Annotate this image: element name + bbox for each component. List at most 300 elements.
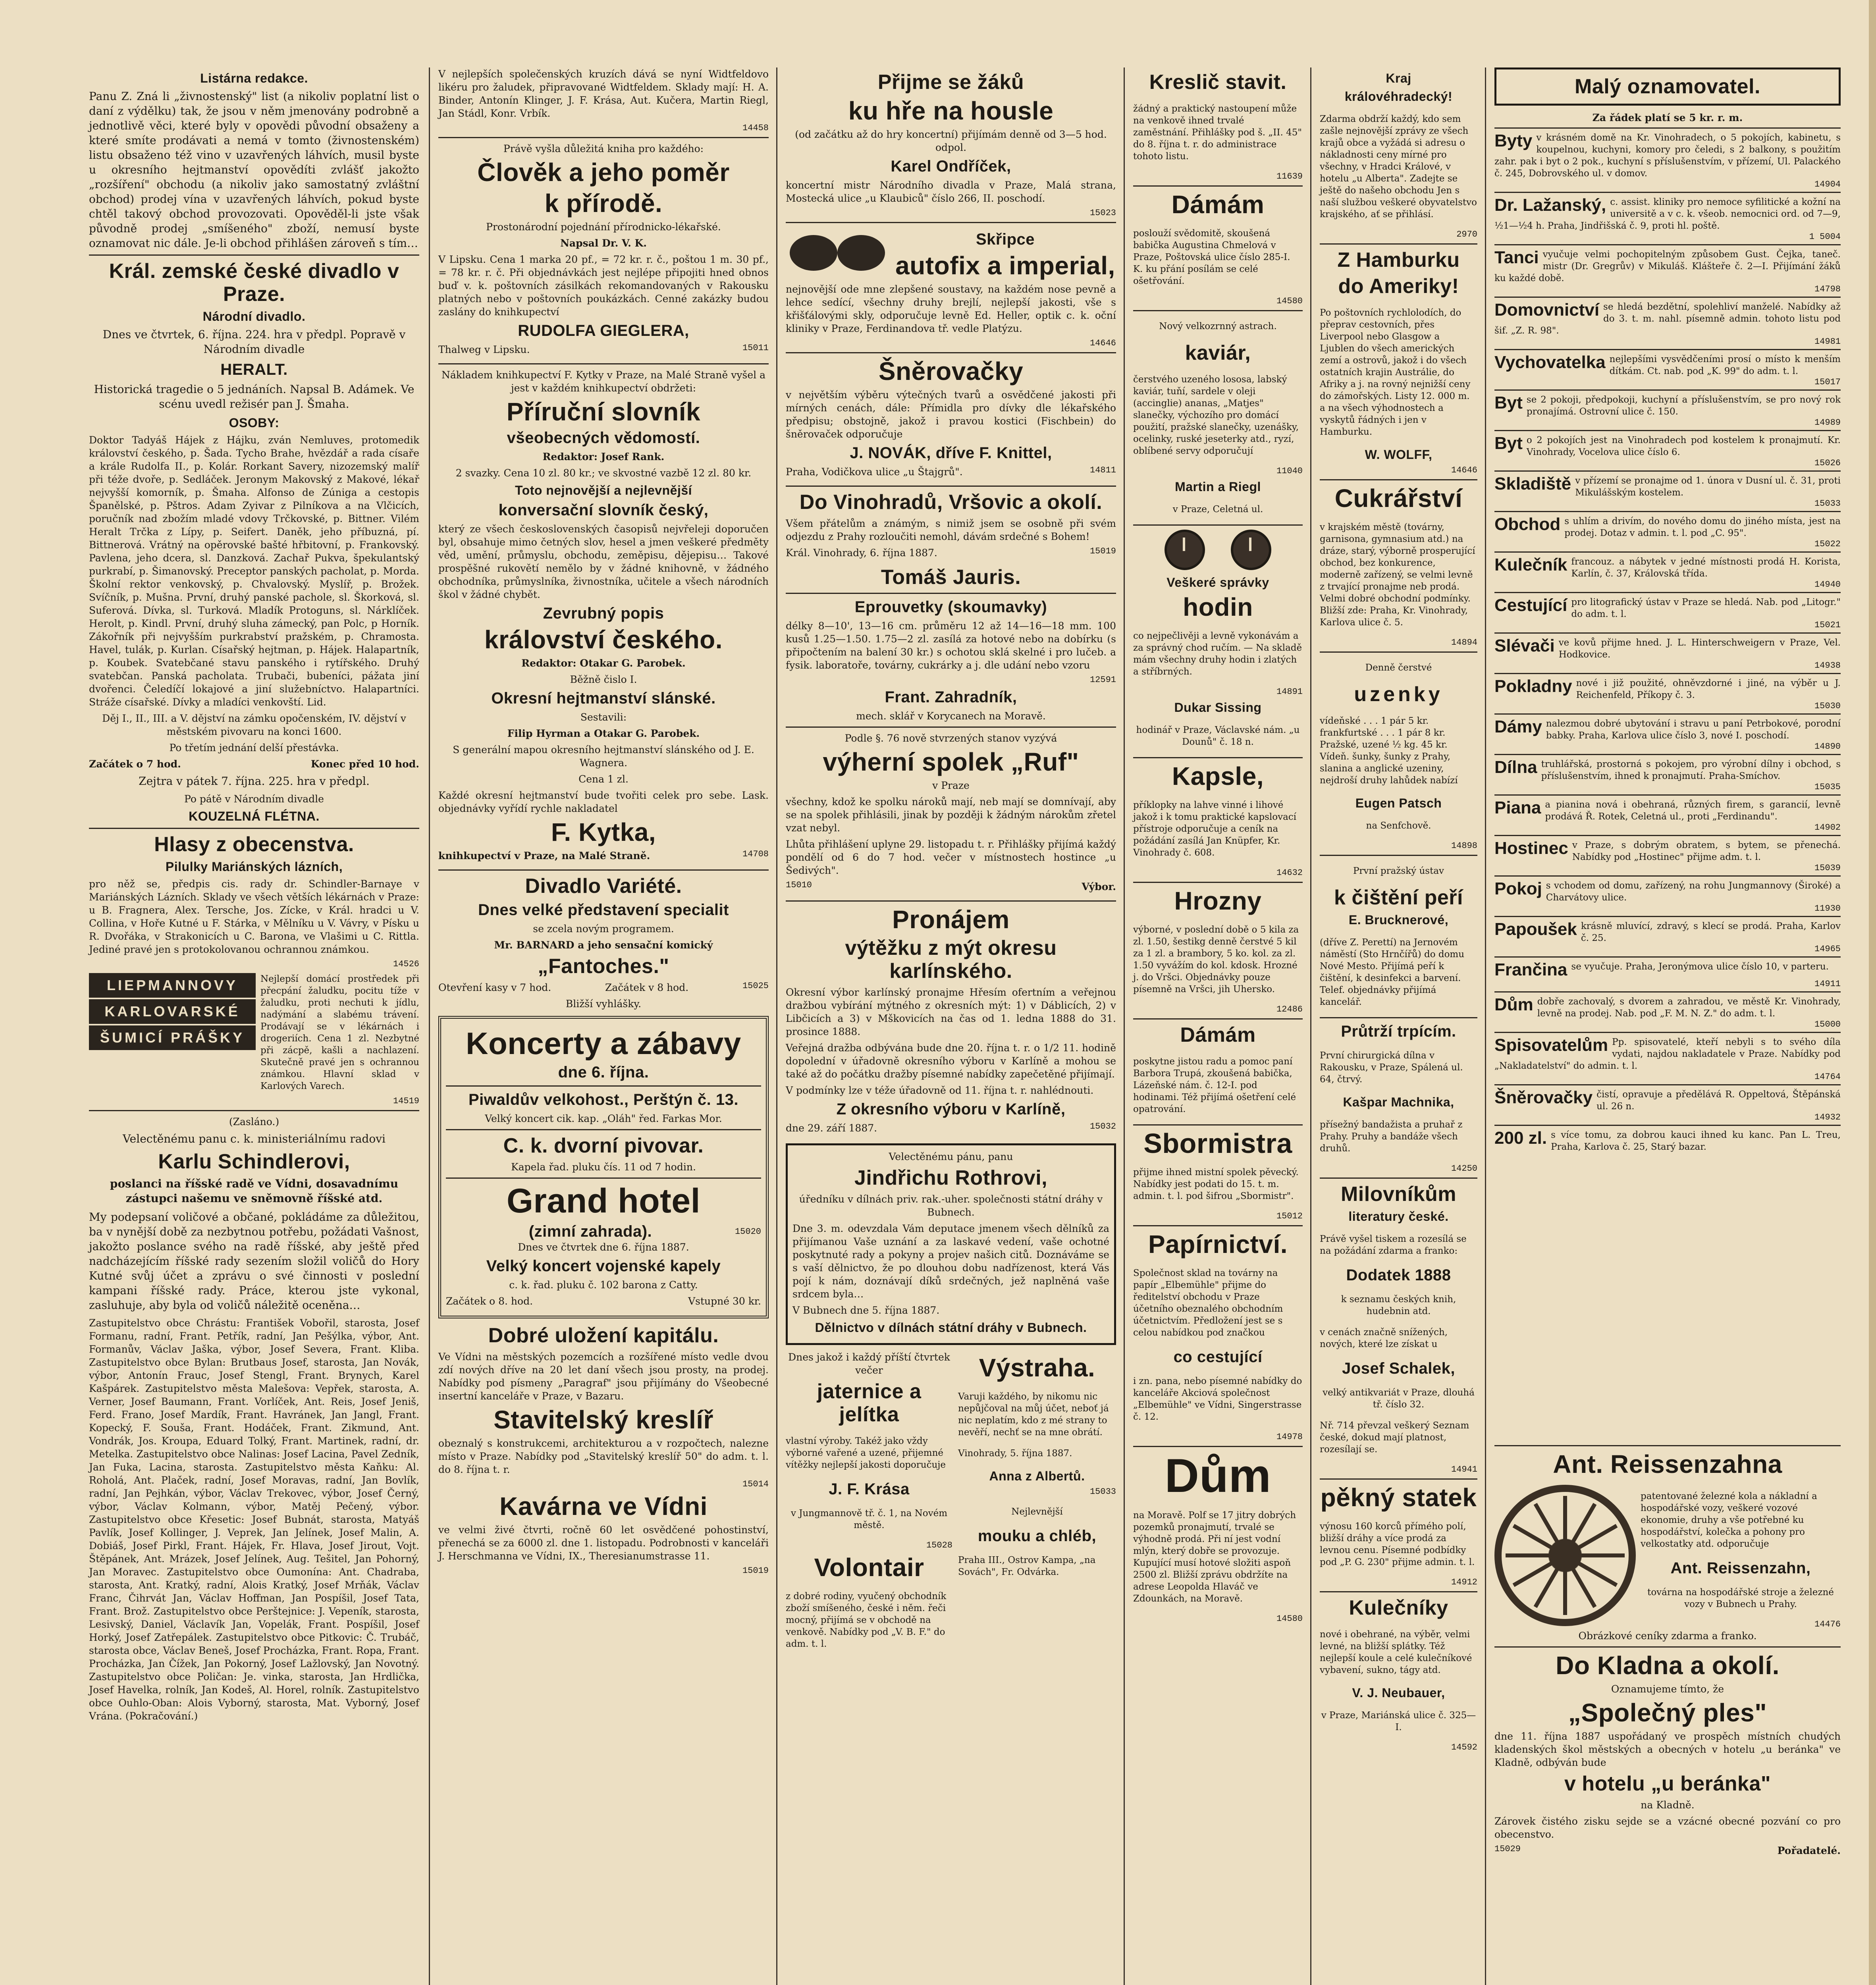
housle-title: ku hře na housle bbox=[848, 96, 1054, 125]
classified-ad-number: 15033 bbox=[1814, 499, 1841, 509]
grand-sub-row bbox=[446, 1222, 761, 1241]
novak-number: 14811 bbox=[1089, 465, 1116, 475]
column-3 bbox=[780, 67, 1122, 1985]
divider bbox=[1133, 757, 1303, 758]
ruf-text: všechny, kdož ke spolku nároků mají, neb mají se domnívají, aby se na spolek přihlásili, jinak by později k žádným nárokům zřetel vzat nebyl. bbox=[786, 796, 1116, 834]
riegl-sub: v Praze, Celetná ul. bbox=[1172, 504, 1263, 515]
classified-ad-text: vyučuje velmi pochopitelným způsobem Gust. Čejka, taneč. mistr (Dr. Gregrův) v Mikuláš. Klášteře č. 2—I. Přijímání žáků ku každé době. bbox=[1494, 249, 1841, 283]
papirnictvi-title: Papírnictví. bbox=[1148, 1230, 1288, 1258]
classified-ad-keyword: Tanci bbox=[1494, 248, 1539, 267]
spolek-number: 14458 bbox=[742, 123, 769, 133]
variete-title: Divadlo Variété. bbox=[525, 875, 682, 898]
divider bbox=[1320, 855, 1477, 856]
classified-ad-text: s uhlím a drivím, do nového domu do jiného místa, jest na prodej. Dotaz v admin. t. l. pod „C. 95". bbox=[1564, 516, 1841, 538]
karlovarske-text: Nejlepší domácí prostředek při přecpání žaludku, pocitu tíže v žaludku, proti nechuti k jídlu, nadýmání a slabému trávení. Prodávají se v lékárnách i drogeriích. Cena 1 zl. Nezbytné při zácpě, kašli a nachlazení. Skutečně pravé jen s ochrannou známkou. Hlavní sklad v Karlových Varech. bbox=[260, 974, 419, 1091]
classified-ad bbox=[1494, 632, 1841, 671]
classified-ad-keyword: Dámy bbox=[1494, 717, 1542, 736]
sbormistra-text: přijme ihned mistní spolek pěvecký. Nabídky jest podati do 15. t. m. admin. t. l. pod šifrou „Sbormistr". bbox=[1133, 1167, 1299, 1201]
pivovar-title: C. k. dvorní pivovar. bbox=[503, 1134, 704, 1157]
classified-ad-keyword: Dílna bbox=[1494, 757, 1537, 777]
dodatek-sub: k seznamu českých knih, hudebnin atd. bbox=[1341, 1294, 1456, 1316]
riegl-name: Martin a Riegl bbox=[1175, 480, 1261, 494]
classified-ad bbox=[1494, 470, 1841, 509]
beranka-title: v hotelu „u beránka" bbox=[1564, 1772, 1771, 1795]
beranka-sub: na Kladně. bbox=[1641, 1799, 1695, 1811]
prirucni-sub: všeobecných vědomostí. bbox=[507, 429, 700, 447]
column-2 bbox=[433, 67, 774, 1985]
divider bbox=[786, 900, 1116, 902]
karlovarske-ad bbox=[89, 973, 419, 1092]
karlovarske-number: 14519 bbox=[393, 1096, 419, 1106]
clock-icon bbox=[1165, 530, 1205, 570]
classified-ad-keyword: Vychovatelka bbox=[1494, 353, 1606, 372]
gieglera-foot bbox=[438, 343, 769, 359]
machnik-number: 14250 bbox=[1451, 1164, 1477, 1174]
spolecny-title: „Společný ples" bbox=[1568, 1698, 1767, 1727]
brucknerova-text: (dříve Z. Perettí) na Jernovém náměstí (Sto Hrnčířů) do domu Nové Mesto. Přijímá peří k čištění, k desinfekci a barvení. Telef. objednávky přijímá kancelář. bbox=[1320, 937, 1465, 1007]
grand-koncert: Velký koncert vojenské kapely bbox=[486, 1257, 721, 1275]
velect-line: Velectěnému panu c. k. ministeriálnímu radovi bbox=[123, 1132, 386, 1145]
nejnovejsi-line: Toto nejnovější a nejlevnější bbox=[515, 483, 692, 497]
divider bbox=[1494, 1445, 1841, 1446]
column-rule bbox=[429, 67, 430, 1985]
classified-ad bbox=[1494, 673, 1841, 711]
kralohradecky-title: královéhradecký! bbox=[1344, 89, 1453, 104]
variete-zacatek: Začátek v 8 hod. bbox=[605, 982, 689, 993]
classified-ad bbox=[1494, 511, 1841, 549]
classified-ad-number: 14911 bbox=[1814, 979, 1841, 989]
clovek-title: Člověk a jeho poměr bbox=[477, 158, 730, 187]
classified-ad-text: v Praze, s dobrým obratem, s bytem, se přenechá. Nabídky pod „Hostinec" přijme adm. t. l. bbox=[1572, 840, 1841, 862]
pilulky-number: 14526 bbox=[393, 959, 419, 969]
maly-oznamovatel-header bbox=[1494, 67, 1841, 106]
classified-ad-text: se 2 pokoji, předpokoji, kuchyní a příslušenstvím, se pro nový rok pronajímá. Ostrovní ulice č. 150. bbox=[1526, 395, 1841, 417]
classified-ad-text: v přízemí se pronajme od 1. února v Dusní ul. č. 31, proti Mikulášským kostelem. bbox=[1575, 476, 1841, 498]
kavarna-text: ve velmi živé čtvrti, ročně 60 let osvědčené pohostinství, přenechá se za 6000 zl. dne 1. listopadu. Podrobnosti v kanceláři J. Herschmanna ve Vídni, IX., Theresianumstrasse 11. bbox=[438, 1524, 769, 1562]
classified-ad-keyword: Šněrovačky bbox=[1494, 1088, 1593, 1107]
beline: Běžně čislo I. bbox=[570, 674, 637, 685]
classified-ad-text: Pp. spisovatelé, kteří nebyli s to svého díla vydati, najdou nakladatele v Praze. Nabídky pod „Nakladatelství" do admin. t. l. bbox=[1494, 1037, 1841, 1071]
column-rule bbox=[1485, 67, 1486, 1985]
dodatek-text: v cenách značně snížených, nových, které lze získat u bbox=[1320, 1327, 1448, 1349]
classified-ad-text: a pianina nová i obehraná, různých firem, s garancií, levně prodává Ř. Rotek, Celetná ul., proti „Ferdinandu". bbox=[1545, 800, 1841, 822]
volontair-title: Volontair bbox=[814, 1553, 924, 1582]
classified-ad-text: nové i již použité, ohněvzdorné i jiné, na výběr u J. Reichenfeld, Příkopy č. 3. bbox=[1576, 678, 1841, 700]
eprouvetky-text: délky 8—10', 13—16 cm. průměru 12 až 14—16—18 mm. 100 kusů 1.25—1.50. 1.75—2 zl. zasílá za hotové nebo na dobírku (s připočtením na balení 30 kr.) s ochotou sklá skelné i pro lučeb. a fysik. laboratoře, továrny, cukrárky a j. dle udání nebo vzoru bbox=[786, 620, 1116, 671]
divadlo-note2: Po třetím jednání delší přestávka. bbox=[169, 742, 339, 754]
classified-ad-keyword: Byt bbox=[1494, 393, 1523, 412]
classified-ad-number: 14938 bbox=[1814, 661, 1841, 671]
schindler-text: My podepsaní voličové a občané, pokládáme za důležitou, ba v nynější době za nezbytnou potřebu, požádati Vašnost, jakožto poslance svého na radě říšské, aby ještě před nadcházejícím říšské rady sezením složil voličů do Hory Kutné svůj účet a zprávu o své činnosti v poslední kampani říšské rady. Práce, kterou jste vykonal, zasluhuje, aby byla od voličů náležitě oceněna… bbox=[89, 1210, 419, 1312]
classified-ad bbox=[1494, 192, 1841, 242]
ondricek-name: Karel Ondříček, bbox=[891, 158, 1011, 175]
classified-ad bbox=[1494, 1032, 1841, 1082]
classified-ad-keyword: Hostinec bbox=[1494, 838, 1568, 858]
classified-ad bbox=[1494, 592, 1841, 630]
zevrubny-title: Zevrubný popis bbox=[543, 605, 664, 622]
kytka-name: F. Kytka, bbox=[551, 818, 656, 846]
uzenky-pre: Denně čerstvé bbox=[1365, 663, 1432, 673]
vinohrady-text: Všem přátelům a známým, s nimiž jsem se osobně při svém odjezdu z Prahy rozloučiti nemohl, dávám srdečné s Bohem! bbox=[786, 518, 1116, 542]
clocks-illustration bbox=[1133, 530, 1303, 572]
vinohrady-date: Král. Vinohrady, 6. října 1887. bbox=[786, 547, 937, 559]
patsch-name: Eugen Patsch bbox=[1355, 796, 1442, 810]
divider bbox=[438, 869, 769, 871]
alberta-name: Anna z Albertů. bbox=[989, 1469, 1085, 1483]
classified-ad bbox=[1494, 430, 1841, 468]
mouku-title: mouku a chléb, bbox=[978, 1527, 1097, 1545]
divadlo-note: Děj I., II., III. a V. dějství na zámku opočenském, IV. dějství v městském pivovaru na konci 1600. bbox=[102, 713, 406, 737]
divider bbox=[89, 828, 419, 829]
karlovarske-line-3: ŠUMICÍ PRÁŠKY bbox=[89, 1025, 256, 1050]
pronajem-text: Okresní výbor karlínský pronajme Hřesím ofertním a veřejnou dražbou vybírání mýtného z okresních mýt: 1) v Dáblicích, 2) v Libčicích a 3) v Mškovicích na čas od 1. ledna 1888 do 31. prosince 1888. bbox=[786, 987, 1116, 1037]
divider bbox=[1320, 1017, 1477, 1018]
kapsle-text: příklopky na lahve vinné i lihové jakož i k tomu praktické kapslovací přístroje odporučuje a ceník na požádání zasílá Jan Knüpfer, Kr. Vinohrady č. 608. bbox=[1133, 800, 1297, 858]
cena: Cena 1 zl. bbox=[578, 773, 629, 785]
bottom-split bbox=[786, 1351, 1116, 1659]
classified-ad-text: čistí, opravuje a předělává R. Oppeltová, Štěpánská ul. 26 n. bbox=[1596, 1089, 1841, 1112]
kladno-text: Oznamujeme tímto, že bbox=[1611, 1683, 1724, 1695]
osoby-text: Doktor Tadyáš Hájek z Hájku, zván Nemluves, protomedik království českého, p. Šada. Tycho Brahe, hvězdář a rada císaře a krále Rudolfa II., p. Kolár. Rorkant Savery, nizozemský malíř při téže dvoře, p. Sedláček. Jeronym Makovský z Makové, lékař nejvyšší komorník, p. Šmaha. Alfonso de Zúniga a cestopis Španělské, p. Pštros. Adam Zyivar z Pilníkova a na Vlčicích, poručník nad zbožím mladé vdovy Trčkovské, p. Bittner. Vilém Heralt Trčka z Lípy, p. Seifert. Daněk, jeho příbuzná, pí. Bittnerová. Vrátný na opěrovské bašté hřbitovní, p. Frankovský. Pavlena, jeho dcera, sl. Danzková. Zachař Pukva, špekulantský purkrabí, p. Šimanovský. Preceptor panských pacholat, p. Morda. Školní rektor venkovský, p. Chvalovský. Myslíř, p. Brožek. Svíčník, p. Mušna. První, druhý panské pachole, sl. Škorková, sl. Suferová. Dívka, sl. Turková. Mladík Protoguns, sl. Nárklíček. Herolt, p. Kindl. První, druhý sluha zámecký, pan Polc, p Horník. Zákořník při nejvyšším purkrabství pražském, p. Chramosta. Havel, tulák, p. Kurlan. Císařský hejtman, p. Hájek. Halapartník, p. Koubek. Svatebčané stavu panského i rytířského. Druhý svatebčan. Panská pacholata. Trubači, bubeníci, pážata jiní dvořenci. Čeledíčí lokajové a jiní služebníctvo. Halapartníci. Stráže císařské. Dívky a mladíci venkovští. Lid. bbox=[89, 434, 419, 708]
statek-text: výnosu 160 korců přímého polí, bližší dráhy a více prodá za levnou cenu. Písemné podbídky pod „P. G. 230" přijme admin. t. l. bbox=[1320, 1521, 1475, 1567]
classified-ad-text: se vyučuje. Praha, Jeronýmova ulice číslo 10, v parteru. bbox=[1571, 962, 1829, 972]
kazde-text: Každé okresní hejtmanství bude tvořiti celek pro sebe. Lask. objednávky vyřídí rychle nakladatel bbox=[438, 790, 769, 814]
classified-ad-keyword: Papoušek bbox=[1494, 919, 1577, 939]
kaviar-text: čerstvého uzeného lososa, labský kaviár, tuňí, sardele v oleji (accinglie) ananas, „Matjes" slanečky, výchozího pro domácí použití, pražské slanečky, uzenášky, ocelinky, ruské jeseterky atd., ryzí, oblíbené servy odporučují bbox=[1133, 374, 1299, 456]
kraj-text: Zdarma obdrží každý, kdo sem zašle nejnovější zprávy ze všech krajů obce a vyžádá si adresu o nákladnosti ceny mírné pro všechny, v Hradci Králové, v hotelu „u Alberta". Zadejte se ještě do našeho obchodu Jen s naší službou veškeré obyvatelstvo krajského, ať se přihlásí. bbox=[1320, 114, 1477, 220]
classified-ad bbox=[1494, 244, 1841, 294]
classified-ad-text: francouz. a nábytek v jedné místnosti prodá H. Korista, Karlín, č. 37, Královská třída. bbox=[1571, 557, 1841, 579]
grand-title: Grand hotel bbox=[506, 1182, 701, 1220]
redaktor-parobek: Redaktor: Otakar G. Parobek. bbox=[521, 657, 686, 669]
classified-ad-number: 14890 bbox=[1814, 742, 1841, 752]
classified-ad-keyword: Dům bbox=[1494, 995, 1533, 1014]
jauris-name: Tomáš Jauris. bbox=[881, 566, 1021, 589]
kavarna-number: 15019 bbox=[742, 1566, 769, 1576]
clovek-title-2: k přírodě. bbox=[544, 189, 663, 218]
mouku-text: Praha III., Ostrov Kampa, „na Sovách", Fr. Odvárka. bbox=[958, 1555, 1096, 1577]
fantoches-title: „Fantoches." bbox=[538, 955, 669, 978]
grand-foot bbox=[446, 1295, 761, 1311]
gieglera-number: 15011 bbox=[742, 343, 769, 353]
classified-ad-keyword: Dr. Lažanský, bbox=[1494, 195, 1606, 215]
snerovacky-title: Šněrovačky bbox=[878, 357, 1024, 385]
classified-ad-number: 11930 bbox=[1814, 904, 1841, 913]
pilulky-title: Pilulky Mariánských lázních, bbox=[165, 860, 343, 874]
vinohrady-title: Do Vinohradů, Vršovic a okolí. bbox=[799, 491, 1103, 514]
divider bbox=[786, 727, 1116, 728]
jaternice-text: vlastní výroby. Takéž jako vždy výborné vařené a uzené, přijemné vítěžky nejlepší jakosti doporučuje bbox=[786, 1436, 946, 1470]
clovek-sub: Prostonárodní pojednání přírodnicko-lékařské. bbox=[486, 221, 721, 233]
autofix-number: 14646 bbox=[1089, 338, 1116, 348]
classified-ad-keyword: Spisovatelům bbox=[1494, 1035, 1608, 1055]
sbormistra-title: Sbormistra bbox=[1143, 1128, 1292, 1159]
divider bbox=[1133, 882, 1303, 883]
classified-ad-keyword: Kulečník bbox=[1494, 555, 1568, 574]
schindler-name: Karlu Schindlerovi, bbox=[158, 1150, 350, 1173]
beranka-text: Zárovek čistého zisku sejde se a vzácné obecné pozvání co pro obecenstvo. bbox=[1494, 1815, 1841, 1840]
classified-ad bbox=[1494, 835, 1841, 873]
karlovarske-line-1: LIEPMANNOVY bbox=[89, 973, 256, 998]
cestujici-title: co cestující bbox=[1173, 1348, 1263, 1366]
hodin-title: hodin bbox=[1183, 593, 1253, 621]
zahradnik-name: Frant. Zahradník, bbox=[885, 688, 1017, 706]
kytka-foot bbox=[438, 849, 769, 865]
koncerty-date: dne 6. října. bbox=[558, 1064, 649, 1081]
hlasy-title: Hlasy z obecenstva. bbox=[154, 833, 354, 856]
wolff-number: 14646 bbox=[1451, 465, 1477, 475]
clock-icon bbox=[1231, 530, 1271, 570]
neubauer-number: 14592 bbox=[1451, 1742, 1477, 1752]
column-rule bbox=[776, 67, 777, 1985]
literatury-text: Právě vyšel tiskem a rozesílá se na požádání zdarma a franko: bbox=[1320, 1234, 1467, 1256]
z-okresniho-title: Z okresního výboru v Karlíně, bbox=[836, 1100, 1066, 1118]
classified-ad-number: 15030 bbox=[1814, 701, 1841, 711]
column-rule bbox=[1124, 67, 1125, 1985]
divider bbox=[1133, 524, 1303, 526]
dum-title: Dům bbox=[1165, 1449, 1271, 1502]
alberta-number: 15033 bbox=[1089, 1487, 1116, 1497]
heralt-desc: Historická tragedie o 5 jednáních. Napsal B. Adámek. Ve scénu uvedl režisér pan J. Šmaha. bbox=[94, 383, 415, 410]
divider bbox=[446, 1085, 761, 1087]
uloz-title: Dobré uložení kapitálu. bbox=[488, 1324, 719, 1347]
classified-ad-number: 1 5004 bbox=[1809, 232, 1841, 242]
damam-number: 14580 bbox=[1276, 296, 1303, 306]
vinohrady-foot bbox=[786, 546, 1116, 563]
classified-ad-keyword: Piana bbox=[1494, 798, 1541, 817]
cukrarstvi-number: 14894 bbox=[1451, 638, 1477, 648]
z-okresniho-date: dne 29. září 1887. bbox=[786, 1122, 877, 1134]
divider bbox=[1133, 1225, 1303, 1226]
kreslic-title: Kreslič stavit. bbox=[1149, 71, 1287, 94]
classified-ad-number: 14902 bbox=[1814, 823, 1841, 833]
skripce-body bbox=[895, 227, 1116, 283]
kulecniky-text: nové i obehrané, na výběr, velmi levné, na bližší splátky. Též nejlepší koule a celé kulečníkové vybavení, sukno, tágy atd. bbox=[1320, 1629, 1472, 1675]
rothrovi-sub: úředníku v dílnách priv. rak.-uher. společnosti státní dráhy v Bubnech. bbox=[799, 1193, 1103, 1218]
divider bbox=[1320, 479, 1477, 480]
classified-ad-number: 15035 bbox=[1814, 782, 1841, 792]
classified-ad-keyword: Frančina bbox=[1494, 960, 1568, 979]
krasa-sub: v Jungmannově tř. č. 1, na Novém městě. bbox=[791, 1508, 948, 1530]
stavitelsky-text: obeznalý s konstrukcemi, architekturou a v rozpočtech, nalezne místo v Praze. Nabídky pod „Stavitelský kreslíř 50" do adm. t. l. do 8. října t. r. bbox=[438, 1438, 769, 1475]
spravky-title: Veškeré správky bbox=[1166, 575, 1269, 590]
hodin-number: 14891 bbox=[1276, 687, 1303, 697]
koncerty-box bbox=[438, 1016, 769, 1318]
spolek-text: V nejlepších společenských kruzích dává se nyní Widtfeldovo likéru pro žaludek, připravované Widtfeldem. Sklady mají: H. A. Binder, Antonín Klinger, J. F. Krása, Aut. Kučera, Martin Riegl, Jan Stádl, Konr. Vrbík. bbox=[438, 68, 769, 119]
classified-ad-number: 14965 bbox=[1814, 944, 1841, 954]
divider bbox=[1494, 1646, 1841, 1648]
milovnikum-title: Milovníkům bbox=[1340, 1183, 1457, 1206]
grand-dnes: Dnes ve čtvrtek dne 6. října 1887. bbox=[518, 1241, 689, 1253]
classified-ad bbox=[1494, 297, 1841, 347]
ondricek-number: 15023 bbox=[1089, 208, 1116, 218]
sestavili-text: S generální mapou okresního hejtmanství slánského od J. E. Wagnera. bbox=[453, 744, 754, 769]
reissenzahn-body bbox=[1641, 1481, 1841, 1629]
skripce-ad bbox=[786, 227, 1116, 283]
damam-text: poslouží svědomitě, skoušená babička Augustina Chmelová v Praze, Poštovská ulice číslo 285-I. K. ku přání posílám se celé ošetřování. bbox=[1133, 228, 1290, 286]
divider bbox=[438, 137, 769, 138]
column-6-lower bbox=[1489, 1441, 1846, 1949]
kraj-number: 2970 bbox=[1456, 229, 1477, 239]
listarna-title: Listárna redakce. bbox=[200, 71, 308, 85]
zaslano: (Zasláno.) bbox=[229, 1116, 280, 1127]
neubauer-text: v Praze, Mariánská ulice č. 325—I. bbox=[1321, 1710, 1476, 1733]
ruf-vybor: Výbor. bbox=[1082, 881, 1116, 892]
prirucni-title: Příruční slovník bbox=[506, 397, 701, 426]
small-ads-list bbox=[1494, 127, 1841, 1153]
divadlo-line: Dnes ve čtvrtek, 6. října. 224. hra v předpl. Popravě v Národním divadle bbox=[102, 328, 406, 356]
kapsle-number: 14632 bbox=[1276, 868, 1303, 878]
divider bbox=[438, 363, 769, 364]
delnictvo: Dělnictvo v dílnách státní dráhy v Bubnech. bbox=[815, 1320, 1087, 1335]
hamburku-title-2: do Ameriky! bbox=[1338, 275, 1459, 298]
classified-ad-text: s vchodem od domu, zařízený, na rohu Jungmannovy (Široké) a Charvátovy ulice. bbox=[1546, 881, 1841, 903]
zejtra-sub: Po pátě v Národním divadle bbox=[184, 793, 324, 805]
kaviar-pre: Nový velkozrnný astrach. bbox=[1159, 321, 1277, 331]
ondricek-text: koncertní mistr Národního divadla v Praze, Malá strana, Mostecká ulice „u Klaubiců" číslo 266, II. poschodí. bbox=[786, 179, 1116, 204]
kapsle-title: Kapsle, bbox=[1172, 762, 1264, 790]
classified-ad bbox=[1494, 389, 1841, 428]
classified-ad-number: 15000 bbox=[1814, 1019, 1841, 1029]
column-1 bbox=[83, 67, 425, 1985]
reissenzahn-number: 14476 bbox=[1814, 1619, 1841, 1629]
classified-ad-keyword: Byt bbox=[1494, 434, 1523, 453]
kaviar-title: kaviár, bbox=[1185, 341, 1251, 364]
zastupitelstvo-text: Zastupitelstvo obce Chrástu: František Vobořil, starosta, Josef Formanu, radní, Frant. Petřík, radní, Jan Pešýlka, výbor, Ant. Formanův, Václav Jaška, výbor, Josef Severa, Frant. Kliba. Zastupitelstvo obce Bylan: Brutbaus Josef, starosta, Jan Novák, výbor, Antonín Frauc, Josef Stengl, Frant. Brynych, Karel Kašpárek. Zastupitelstvo města Malešova: Vepřek, starosta, A. Verner, Josef Baumann, Frant. Vorlíček, Ant. Reis, Josef Jeniš, Ferd. Frano, Josef Mardík, Frant. Havránek, Jan Jangl, Frant. Kopecký, F. Souša, Frant. Hodáček, Frant. Zikmund, Ant. Vondrák, Jos. Kroupa, Eduard Tolký, Frant. Martinek, radní, dr. Metelka. Zastupitelstvo obce Nalinas: Josef Lacina, Pavel Zedník, Jan Fuka, Lacina, starosta. Zastupitelstvo města Kaňku: Al. Roholá, Ant. Plaček, radní, Josef Moravas, radní, Jan Bovlík, radní, Jan Pejhkán, výbor, Václav Trekovec, výbor, Josef Černý, výbor, Václav Kolmann, výbor, Matěj Pečený, výbor. Zastupitelstvo obce Křesetic: Josef Bubnát, starosta, Matyáš Pavlík, Josef Kollinger, J. Veprek, Jan Jelínek, Josef Malin, A. Dobiáš, Josef Pirkl, Frant. Hájek, Fr. Hlava, Josef Jirout, Vojt. Štěpánek, Ant. Mrázek, Josef Jelínek, Aug. Tešitel, Jan Pohorný, Jan Moravec. Zastupitelstvo obce Oumonína: Ant. Chadraba, starosta, Ant. Kratký, radní, Alois Kratký, Josef Mrňák, Václav Franc, Čihrvát Jan, Václav Hoffman, Jan Pospíšil, Josef Tata, Frant. Brož. Zastupitelstvo obce Perštejnice: J. Vepeník, starosta, Lesivský, Daniel, Václavík Jan, Vopelák, Frant. Pospíšil, Josef Horký, Josef Zatřepálek. Zastupitelstvo obce Pitkovic: Č. Trubáč, starosta obce, Václav Beneš, Josef Procházka, Frant. Ropa, Frant. Procházka, Jan Čížek, Jan Pokorný, Josef Lažlovský, Jan Novotný. Zastupitelstvo obce Poličan: Je. vinka, starosta, Jan Hrdlička, Josef Havelka, rolník, Jan Kodeš, Al. Horel, rolník. Zastupitelstvo obce Ouhlo-Oban: Alois Vyborný, starosta, Mat. Vyborný, Josef Vrána. (Pokračování.) bbox=[89, 1317, 419, 1722]
stavitelsky-number: 15014 bbox=[742, 1479, 769, 1489]
jaternice-title: jaternice a jelítka bbox=[817, 1380, 922, 1426]
kytka-number: 14708 bbox=[742, 849, 769, 859]
classified-ad bbox=[1494, 916, 1841, 954]
kytka-intro: Nákladem knihkupectví F. Kytky v Praze, na Malé Straně vyšel a jest v každém knihkupectví obdržeti: bbox=[442, 369, 765, 394]
kulecniky-title: Kulečníky bbox=[1349, 1596, 1448, 1619]
skripce-title: Skřipce bbox=[976, 231, 1035, 248]
hamburku-text: Po poštovních rychlolodích, do přeprav cestovních, přes Liverpool nebo Glasgow a Ljublen do všech amerických zemí a ostrovů, jakož i do všech ostatních krajin Austrálie, do Afriky a j. na rovný nejnižší ceny do zámořských. Listy 12. 000 m. a na všech výhodnostech a vyskytů řádných i jen v Hamburku. bbox=[1320, 308, 1471, 437]
pilulky-text: pro něž se, předpis cis. rady dr. Schindler-Barnaye v Mariánských Lázních. Sklady ve všech větších lékárnách v Praze: u B. Fragnera, Alex. Tersche, Jos. Zícke, v Král. hradci u V. Collina, v Hoře Kutné u F. Stárka, v Mělníku u V. Vávry, v Písku u R. Dvořáka, v Strakonicích u C. Barona, ve Vlašimi u C. Rittla. Jediné pravé jen s protokolovanou ochrannou známkou. bbox=[89, 878, 419, 955]
blizsi: Bližší vyhlášky. bbox=[565, 998, 642, 1010]
divider bbox=[1133, 1018, 1303, 1019]
hrozny-number: 12486 bbox=[1276, 1004, 1303, 1014]
divider bbox=[1320, 243, 1477, 245]
krasa-number: 15028 bbox=[926, 1540, 952, 1550]
stavitelsky-title: Stavitelský kreslíř bbox=[494, 1405, 713, 1434]
classified-ad-keyword: Skladiště bbox=[1494, 474, 1571, 493]
vystraha-title: Výstraha. bbox=[979, 1353, 1095, 1382]
divider bbox=[786, 593, 1116, 594]
divider bbox=[1320, 1591, 1477, 1592]
novak-name: J. NOVÁK, dříve F. Knittel, bbox=[850, 444, 1052, 462]
dum-number: 14580 bbox=[1276, 1614, 1303, 1624]
variete-line-2: Dnes velké představení specialit bbox=[478, 901, 729, 919]
schindler-sub: poslanci na říšské radě ve Vídni, dosavadnímu zástupci našemu ve sněmovně říšské atd. bbox=[110, 1177, 399, 1205]
prijme-title: Přijme se žáků bbox=[877, 71, 1024, 94]
cerstve-line: Právě vyšla důležitá kniha pro každého: bbox=[503, 143, 704, 154]
novak-foot bbox=[786, 465, 1116, 482]
volontair-text: z dobré rodiny, vyučený obchodník zboží smíšeného, české i něm. řeči mocný, přijímá se v obchodě na venkově. Nabídky pod „V. B. F." do adm. t. l. bbox=[786, 1591, 947, 1649]
prvni-cisteni: První pražský ústav bbox=[1353, 866, 1444, 876]
classified-ad-number: 14940 bbox=[1814, 580, 1841, 590]
uloz-text: Ve Vídni na městských pozemcích a rozšířené místo vedle dvou zdí nových dříve na 20 let daní všech jsou prosty, na prodej. Nabídky pod písmeny „Paragraf" jsou přijímány do Všeobecné insertní kanceláře v Praze, v Bazaru. bbox=[438, 1351, 769, 1402]
zacatek: Začátek o 7 hod. bbox=[89, 758, 181, 770]
prutri-text: První chirurgická dílna v Rakousku, v Praze, Spálená ul. 64, čtrvý. bbox=[1320, 1050, 1463, 1085]
divider bbox=[786, 222, 1116, 223]
krasa-name: J. F. Krása bbox=[829, 1480, 910, 1498]
classified-ad-keyword: Obchod bbox=[1494, 515, 1561, 534]
karlovarske-line-2: KARLOVARSKÉ bbox=[89, 999, 256, 1024]
dnes-jako: Dnes jakož i každý příští čtvrtek večer bbox=[788, 1351, 950, 1376]
divider bbox=[1320, 1478, 1477, 1480]
classified-ad bbox=[1494, 713, 1841, 752]
piwald-title: Piwaldův velkohost., Perštýn č. 13. bbox=[469, 1091, 738, 1108]
divider bbox=[1320, 1178, 1477, 1179]
classified-ad-number: 14764 bbox=[1814, 1072, 1841, 1082]
reissenzahn-sub: továrna na hospodářské stroje a železné vozy v Bubnech u Prahy. bbox=[1647, 1587, 1834, 1609]
sestavili-label: Sestavili: bbox=[580, 711, 627, 723]
prutri-title: Průtrží trpícím. bbox=[1341, 1023, 1456, 1040]
eprouvetky-title: Eprouvetky (skoumavky) bbox=[854, 598, 1047, 616]
divider bbox=[786, 352, 1116, 353]
wagon-wheel-icon bbox=[1494, 1485, 1636, 1626]
kreslic-number: 11639 bbox=[1276, 172, 1303, 181]
classified-ad-text: nejlepšími vysvědčeními prosí o místo k menším dítkám. Ct. nab. pod „K. 99" do adm. t. l. bbox=[1609, 354, 1841, 376]
reissenzahn-cenik: Obrázkové ceníky zdarma a franko. bbox=[1578, 1630, 1757, 1642]
classified-ad-keyword: Byty bbox=[1494, 131, 1533, 150]
schalek-text: velký antikvariát v Praze, dlouhá tř. číslo 32. bbox=[1323, 1388, 1475, 1410]
divider bbox=[1133, 185, 1303, 187]
classified-ad-number: 14932 bbox=[1814, 1112, 1841, 1122]
classified-ad-text: pro litografický ústav v Praze se hledá. Nab. pod „Litogr." do adm. t. l. bbox=[1571, 597, 1841, 619]
classified-ad-text: v krásném domě na Kr. Vinohradech, o 5 pokojích, kabinetu, s koupelnou, kuchyni, komory pro čeledi, s 2 balkony, s použitím zahr. pak i byt o 2 pok., kuchyní s příslušenstvím, v přízemí, Ul. Palackého č. 245, Dobrovského ul. v domov. bbox=[1494, 133, 1841, 179]
gieglera-name: RUDOLFA GIEGLERA, bbox=[518, 322, 689, 339]
spolecny-text: dne 11. října 1887 uspořádaný ve prospěch místních chudých kladenských škol městských a obecných v hotelu „u beránka" ve Kladně, odbýván bude bbox=[1494, 1731, 1841, 1768]
okresni-title: Okresní hejtmanství slánské. bbox=[491, 690, 716, 707]
kaviar-number: 11040 bbox=[1276, 466, 1303, 476]
classified-ad-number: 15026 bbox=[1814, 458, 1841, 468]
schalek-text-2: Nř. 714 převzal veškerý Seznam české, dokud mají platnost, rozesílají se. bbox=[1320, 1420, 1469, 1455]
peri-title: k čištění peří bbox=[1334, 886, 1463, 909]
koncerty-title: Koncerty a zábavy bbox=[466, 1026, 741, 1061]
statek-number: 14912 bbox=[1451, 1577, 1477, 1587]
classified-ad-number: 15021 bbox=[1814, 620, 1841, 630]
classified-ad-text: krásně mluvící, zdravý, s klecí se prodá. Praha, Karlov č. 25. bbox=[1581, 921, 1841, 943]
page-edge bbox=[1869, 0, 1876, 1985]
classified-ad-keyword: Cestující bbox=[1494, 596, 1568, 615]
ruf-foot bbox=[786, 880, 1116, 896]
divider bbox=[446, 1178, 761, 1179]
variete-line-3: se zcela novým programem. bbox=[533, 923, 674, 935]
divider bbox=[786, 486, 1116, 487]
classified-ad-number: 15017 bbox=[1814, 377, 1841, 387]
listarna-text: Panu Z. Zná li „živnostenský" list (a nikoliv poplatní list o daní z výdělku) tak, že jsou v něm jmenovány podrobně a jednotlivě věci, které byly v opovědi původní obsaženy a které smíte prodávati a nemá v tomto (živnostenském) listu obsaženo též vino v uzavřených láhvích, musil byste u okresního hejtmanství opovědíti zvlášť jakožto „rozšíření" obchodu (a nikoliv jako samostatný zvláštní obchod) prodej vína v uzavřených láhvích, pokud byste chtěl takový obchod provozovati. Opověděl-li jste však původně prodej „smíšeného" zboží, nemusí byste oznamovat nic dále. Je-li obchod přihlášen zároveň s tím… bbox=[89, 90, 419, 250]
variete-number: 15025 bbox=[742, 981, 769, 991]
divider bbox=[1320, 651, 1477, 653]
literatury-title: literatury české. bbox=[1348, 1209, 1449, 1224]
dodatek-title: Dodatek 1888 bbox=[1346, 1266, 1451, 1284]
pivovar-sub: Kapela řad. pluku čís. 11 od 7 hodin. bbox=[511, 1161, 696, 1173]
dum-text: na Moravě. Polf se 17 jitry dobrých pozemků pronajmutí, trvalé se výhodně prodá. Při ní jest vodní mlýn, který dobře se provozuje. Kupující musí hotové složiti aspoň 2500 zl. Bližší zprávu obdržíte na adrese Leopolda Hlaváč ve Zdounkách, na Moravě. bbox=[1133, 1510, 1296, 1604]
grand-koncert-sub: c. k. řad. pluku č. 102 barona z Catty. bbox=[509, 1279, 698, 1291]
kladno-foot bbox=[1494, 1844, 1841, 1860]
grand-zacatek: Začátek o 8. hod. bbox=[446, 1295, 533, 1307]
rothrovi-sign: V Bubnech dne 5. října 1887. bbox=[792, 1305, 940, 1316]
patsch-number: 14898 bbox=[1451, 841, 1477, 851]
nejlevneji: Nejlevnější bbox=[1011, 1507, 1063, 1517]
classified-ad bbox=[1494, 551, 1841, 590]
kraj-title: Kraj bbox=[1386, 71, 1411, 85]
classified-ad-text: se hledá bezdětní, spolehliví manželé. Nabídky až do 3. t. m. nahl. písemně admin. tohoto listu pod šif. „Z. R. 98". bbox=[1494, 302, 1841, 336]
damam2-text: poskytne jistou radu a pomoc paní Barbora Trupá, zkoušená babička, Lázeňské nám. č. 12-I. pod hodinami. Též přijímá ošetření celé opatrování. bbox=[1133, 1056, 1296, 1114]
classified-ad-number: 14981 bbox=[1814, 337, 1841, 347]
